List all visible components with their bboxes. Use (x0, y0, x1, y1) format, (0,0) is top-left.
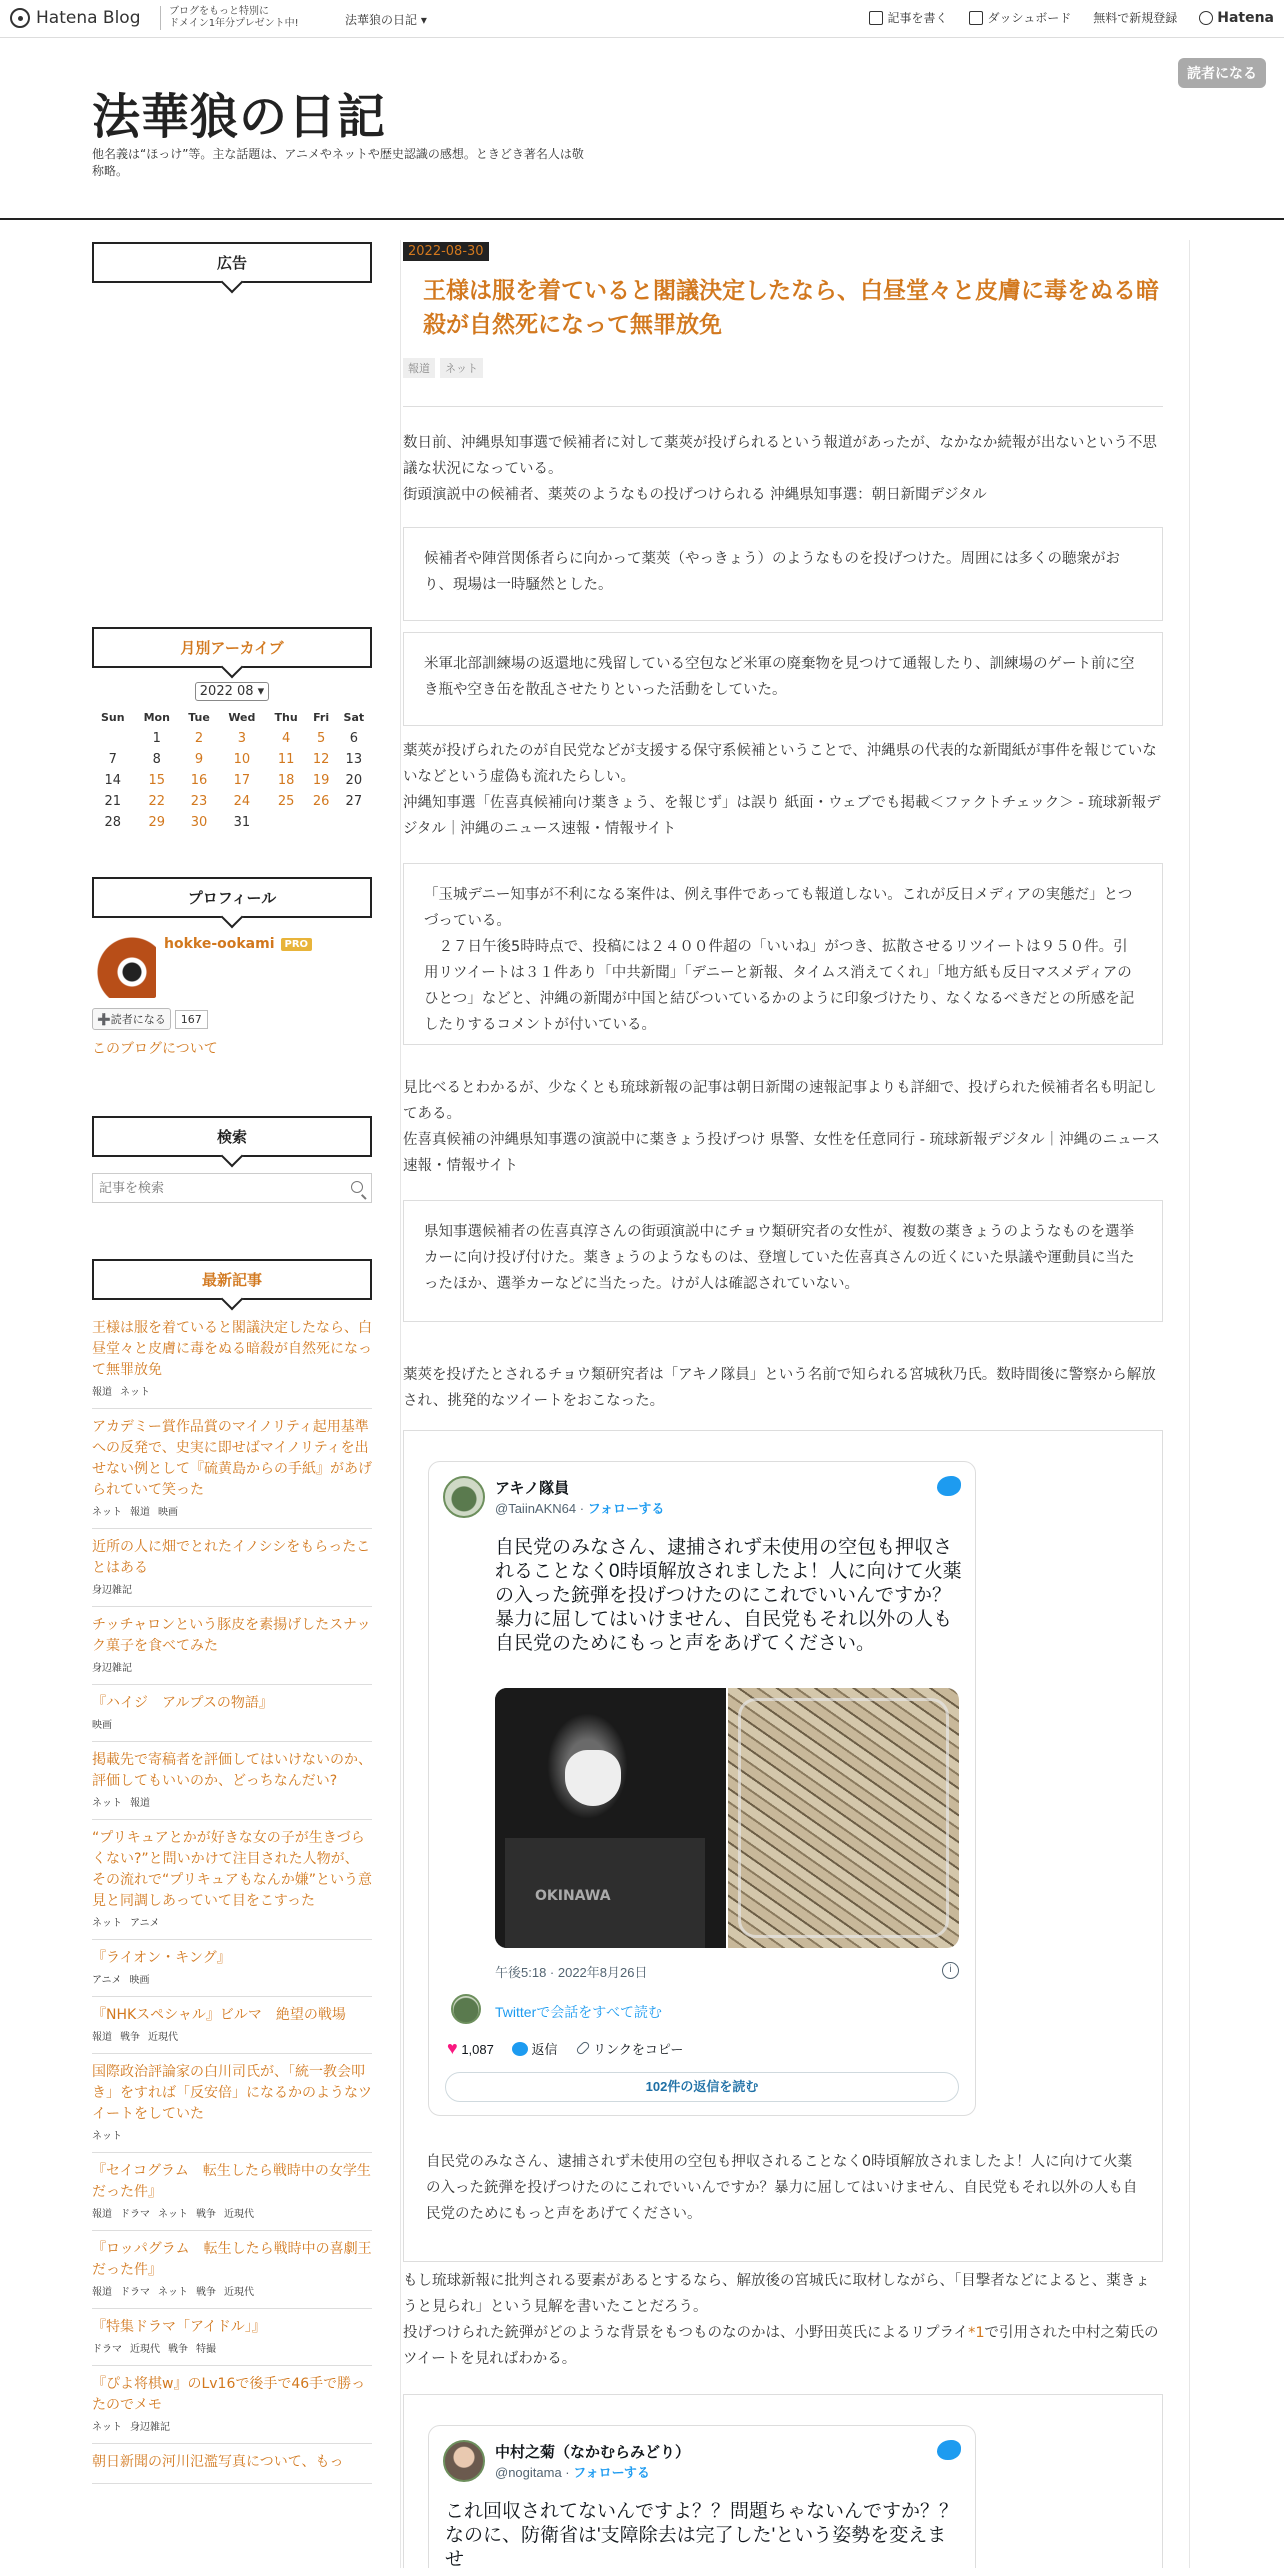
category-tag[interactable]: 報道 (92, 2209, 112, 2220)
recent-entry-categories (92, 2283, 372, 2298)
category-tag[interactable]: 報道 (92, 2287, 112, 2298)
recent-entry-categories (92, 1971, 372, 1986)
archive-calendar (92, 707, 372, 833)
calendar-weekday: Fri (313, 711, 330, 724)
tweet-avatar[interactable] (443, 2440, 485, 2482)
recent-entry-title[interactable]: 『ライオン・キング』 (92, 1950, 231, 1966)
paragraph: 薬莢を投げたとされるチョウ類研究者は「アキノ隊員」という名前で知られる宮城秋乃氏。数時間後に警察から解放され、挑発的なツイートをおこなった。 (403, 1367, 1156, 1409)
recent-entry (92, 2444, 372, 2484)
calendar-day: 8 (152, 752, 161, 767)
calendar-day: 20 (345, 773, 363, 788)
blog-menu[interactable]: 法華狼の日記 ▾ (345, 13, 427, 27)
recent-entry-categories (92, 2205, 372, 2220)
search-module-title: 検索 (92, 1116, 372, 1157)
recent-entry-title[interactable]: アカデミー賞作品賞のマイノリティ起用基準への反発で、史実に即せばマイノリティを出せない例として『硫黄島からの手紙』があげられていて笑った (92, 1419, 372, 1498)
calendar-day: 28 (104, 815, 122, 830)
calendar-day: 31 (233, 815, 251, 830)
search-icon[interactable] (351, 1181, 363, 1193)
recent-entry-title[interactable]: 『セイコグラム 転生したら戦時中の女学生だった件』 (92, 2163, 371, 2200)
dashboard-icon (969, 11, 983, 25)
calendar-day[interactable]: 23 (190, 794, 208, 809)
recent-entry (92, 2153, 372, 2231)
category-tag[interactable]: ネット (92, 1798, 122, 1809)
category-tag[interactable]: ドラマ (92, 2344, 122, 2355)
calendar-day[interactable]: 24 (233, 794, 251, 809)
category-tag[interactable]: 近現代 (224, 2287, 254, 2298)
calendar-weekday: Tue (188, 711, 210, 724)
twitter-bird-icon[interactable] (937, 2440, 961, 2460)
pencil-icon (869, 11, 883, 25)
category-tag[interactable]: 戦争 (196, 2287, 216, 2298)
reply-button[interactable]: 返信 (512, 2039, 558, 2058)
hatena-menu[interactable]: Hatena (1199, 10, 1274, 26)
reply-icon (512, 2042, 528, 2056)
category-tag[interactable]: アニメ (130, 1918, 160, 1929)
category-tag[interactable]: 映画 (158, 1507, 178, 1518)
article-link[interactable]: 佐喜真候補の沖縄県知事選の演説中に薬きょう投げつけ 県警、女性を任意同行 - 琉球新報デジタル｜沖縄のニュース速報・情報サイト (403, 1132, 1160, 1174)
category-tag[interactable]: 戦争 (168, 2344, 188, 2355)
tweet-caption: 自民党のみなさん、逮捕されず未使用の空包も押収されることなく0時頃解放されましたよ！人に向けて火薬の入った銃弾を投げつけたのにこれでいいんですか？暴力に屈してはいけません、自民党もそれ以外の人も自民党のためにもっと声をあげてください。 (426, 2154, 1138, 2222)
category-tag[interactable]: ドラマ (120, 2287, 150, 2298)
recent-entry (92, 2231, 372, 2309)
category-tag[interactable]: 報道 (92, 2032, 112, 2043)
copy-link-button[interactable]: リンクをコピー (576, 2039, 684, 2058)
ad-module-title: 広告 (92, 242, 372, 283)
blockquote: 米軍北部訓練場の返還地に残留している空包など米軍の廃棄物を見つけて通報したり、訓練場のゲート前に空き瓶や空き缶を散乱させたりといった活動をしていた。 (403, 632, 1163, 726)
category-tag[interactable]: ネット (92, 2422, 122, 2433)
calendar-weekday: Thu (274, 711, 298, 724)
recent-entry-categories (92, 1383, 372, 1398)
category-tag[interactable]: ドラマ (120, 2209, 150, 2220)
calendar-day[interactable]: 22 (148, 794, 166, 809)
heart-icon: ♥ (447, 2038, 458, 2058)
tweet-card[interactable] (428, 1461, 976, 2116)
recent-entry-categories (92, 1794, 372, 1809)
hatena-blog-logo[interactable]: Hatena Blog (10, 8, 141, 28)
tweet-text: これ回収されてないんですよ？？問題ちゃないんですか？？なのに、防衛省は'支障除去は完了した'という姿勢を変えませ (445, 2501, 959, 2568)
follow-button[interactable]: フォローする (573, 2465, 650, 2480)
subscriber-count[interactable]: 167 (175, 1010, 208, 1029)
embedded-tweet-block (403, 2394, 1163, 2568)
article-link[interactable]: 沖縄知事選「佐喜真候補向け薬きょう、を報じず」は誤り 紙面・ウェブでも掲載＜ファクトチェック＞ - 琉球新報デジタル｜沖縄のニュース速報・情報サイト (403, 795, 1161, 837)
title-divider (403, 406, 1163, 407)
calendar-day[interactable]: 18 (277, 773, 295, 788)
calendar-day: 13 (345, 752, 363, 767)
blockquote: 候補者や陣営関係者らに向かって薬莢（やっきょう）のようなものを投げつけた。周囲には多くの聴衆がおり、現場は一時騒然とした。 (403, 527, 1163, 621)
like-button[interactable]: ♥ 1,087 (447, 2038, 494, 2058)
recent-entry-title[interactable]: “プリキュアとかが好きな女の子が生きづらくない?”と問いかけて注目された人物が、その流れで“プリキュアもなんか嫌”という意見と同調しあっていて目をこすった (92, 1830, 372, 1909)
category-tag[interactable]: 映画 (129, 1975, 150, 1986)
paragraph: 投げつけられた銃弾がどのような背景をもつものなのかは、小野田英氏によるリプライ*1で引用された中村之菊氏のツイートを見ればわかる。 (403, 2325, 1159, 2367)
category-tag[interactable]: 戦争 (120, 2032, 140, 2043)
about-blog-link[interactable]: このブログについて (92, 1041, 218, 1057)
recent-entry-categories (92, 1503, 372, 1518)
recent-entry-categories (92, 1659, 372, 1674)
tweet-text: 自民党のみなさん、逮捕されず未使用の空包も押収されることなく0時頃解放されましたよ！人に向けて火薬の入った銃弾を投げつけたのにこれでいいんですか？暴力に屈してはいけません、自民党もそれ以外の人も自民党のためにもっと声をあげてください。 (495, 1537, 962, 1654)
calendar-weekday: Sat (343, 711, 365, 724)
calendar-weekday: Mon (143, 711, 170, 724)
recent-entry (92, 2366, 372, 2444)
recent-entry (92, 1997, 372, 2054)
recent-entry-title[interactable]: 国際政治評論家の白川司氏が、「統一教会叩き」をすれば「反安倍」になるかのようなツイートをしていた (92, 2064, 372, 2122)
calendar-day (266, 812, 307, 833)
category-tag[interactable]: 映画 (92, 1720, 112, 1731)
write-entry-link[interactable]: 記事を書く (869, 9, 947, 26)
info-icon[interactable]: i (942, 1962, 959, 1979)
hatena-logo-icon (10, 8, 30, 28)
blog-title[interactable]: 法華狼の日記 (92, 89, 387, 145)
calendar-day (307, 812, 336, 833)
profile-module-title: プロフィール (92, 877, 372, 918)
paragraph: 薬莢が投げられたのが自民党などが支援する保守系候補ということで、沖縄県の代表的な新聞紙が事件を報じていないなどという虚偽も流れたらしい。 (403, 743, 1157, 785)
global-header (0, 0, 1284, 38)
tweet-card[interactable] (428, 2425, 976, 2568)
search-box (92, 1173, 372, 1203)
blog-description: 他名義は“ほっけ”等。主な話題は、アニメやネットや歴史認識の感想。ときどき著名人は敬称略。 (92, 147, 584, 178)
calendar-day[interactable]: 2 (194, 731, 204, 746)
recent-entry-categories (92, 1914, 372, 1929)
twitter-bird-icon[interactable] (937, 1476, 961, 1496)
tweet-author-name[interactable]: アキノ隊員 (495, 1480, 570, 1497)
domain-promo[interactable]: ブログをもっと特別に ドメイン1年分プレゼント中! (160, 6, 299, 30)
tweet-timestamp[interactable]: 午後5:18 · 2022年8月26日 (495, 1965, 648, 1980)
recent-entry (92, 1820, 372, 1940)
recent-entry-title[interactable]: 『特集ドラマ「アイドル」』 (92, 2319, 266, 2335)
calendar-day (92, 728, 134, 749)
category-tag[interactable]: ネット (158, 2209, 188, 2220)
dashboard-link[interactable]: ダッシュボード (969, 9, 1071, 26)
category-tag[interactable]: 戦争 (196, 2209, 216, 2220)
tweet-avatar[interactable] (443, 1476, 485, 1518)
calendar-day[interactable]: 19 (312, 773, 330, 788)
tweet-handle: @TaiinAKN64 · (495, 1501, 588, 1516)
recent-entry (92, 1742, 372, 1820)
calendar-day[interactable]: 10 (233, 752, 251, 767)
tweet-handle: @nogitama · (495, 2465, 574, 2480)
calendar-day: 6 (349, 731, 358, 746)
tweet-author-name[interactable]: 中村之菊（なかむらみどり） (495, 2444, 691, 2461)
recent-entry-categories (92, 2028, 372, 2043)
recent-entry-title[interactable]: 『ロッパグラム 転生したら戦時中の喜劇王だった件』 (92, 2241, 372, 2278)
recent-entry-title[interactable]: 王様は服を着ていると閣議決定したなら、白昼堂々と皮膚に毒をぬる暗殺が自然死になって無罪放免 (92, 1320, 372, 1378)
recent-entry (92, 2054, 372, 2153)
sidebar (92, 242, 372, 2484)
recent-entry (92, 1529, 372, 1607)
follow-button[interactable]: フォローする (587, 1501, 665, 1516)
footnote-link[interactable]: *1 (968, 2325, 985, 2341)
category-tag[interactable]: 近現代 (224, 2209, 254, 2220)
category-tag[interactable]: 報道 (92, 1387, 112, 1398)
calendar-day[interactable]: 29 (148, 815, 166, 830)
blog-header (0, 38, 1284, 220)
calendar-day[interactable]: 30 (190, 815, 208, 830)
paragraph: 数日前、沖縄県知事選で候補者に対して薬莢が投げられるという報道があったが、なかなか続報が出ないという不思議な状況になっている。 (403, 435, 1157, 477)
profile-name[interactable]: hokke-ookami (164, 936, 275, 952)
recent-entry-title[interactable]: 近所の人に畑でとれたイノシシをもらったことはある (92, 1539, 371, 1576)
archive-month-select[interactable]: 2022 08 ▾ (195, 682, 269, 701)
category-tag[interactable]: 身辺雑記 (92, 1585, 132, 1596)
paragraph: もし琉球新報に批判される要素があるとするなら、解放後の宮城氏に取材しながら、「目撃者などによると、薬きょうと見られ」という見解を書いたことだろう。 (403, 2273, 1150, 2315)
category-tag[interactable]: 報道 (403, 358, 435, 378)
recent-module-title[interactable]: 最新記事 (92, 1259, 372, 1300)
calendar-day[interactable]: 11 (277, 752, 295, 767)
category-tag[interactable]: ネット (120, 1387, 150, 1398)
calendar-day: 14 (104, 773, 122, 788)
tweet-photo-person[interactable]: OKINAWA (495, 1688, 726, 1948)
read-replies-button[interactable]: 102件の返信を読む (445, 2072, 959, 2102)
recent-entry-categories (92, 1716, 372, 1731)
entry-title[interactable]: 王様は服を着ていると閣議決定したなら、白昼堂々と皮膚に毒をぬる暗殺が自然死になって無罪放免 (423, 278, 1159, 338)
category-tag[interactable]: ネット (92, 1918, 122, 1929)
main-article (400, 240, 1190, 2568)
category-tag[interactable]: 近現代 (130, 2344, 160, 2355)
category-tag[interactable]: 近現代 (148, 2032, 178, 2043)
calendar-day[interactable]: 16 (190, 773, 208, 788)
profile-subscribe-button[interactable]: ➕読者になる (92, 1008, 171, 1030)
recent-entry-categories (92, 2418, 372, 2433)
small-avatar (451, 1994, 481, 2024)
recent-entry (92, 1685, 372, 1742)
calendar-day: 27 (345, 794, 363, 809)
paragraph: 見比べるとわかるが、少なくとも琉球新報の記事は朝日新聞の速報記事よりも詳細で、投げられた候補者名も明記してある。 (403, 1080, 1157, 1122)
calendar-day[interactable]: 3 (237, 731, 246, 746)
calendar-day: 1 (152, 731, 161, 746)
archive-module-title[interactable]: 月別アーカイブ (92, 627, 372, 668)
pro-badge: PRO (281, 938, 313, 951)
calendar-day[interactable]: 25 (277, 794, 295, 809)
link-icon (575, 2040, 591, 2056)
category-tag[interactable]: ネット (440, 358, 483, 378)
recent-entry-title[interactable]: 『NHKスペシャル』ビルマ 絶望の戦場 (92, 2007, 346, 2023)
category-tag[interactable]: アニメ (92, 1975, 122, 1986)
embedded-tweet-block (403, 1430, 1163, 2262)
read-conversation-link[interactable]: Twitterで会話をすべて読む (495, 2004, 662, 2020)
category-tag[interactable]: 報道 (130, 1507, 150, 1518)
calendar-day (336, 812, 372, 833)
calendar-day: 21 (104, 794, 122, 809)
category-tag[interactable]: 身辺雑記 (92, 1663, 132, 1674)
calendar-day[interactable]: 9 (194, 752, 204, 767)
calendar-day[interactable]: 17 (233, 773, 251, 788)
recent-entry-categories (92, 1581, 372, 1596)
recent-entry-title[interactable]: 『ハイジ アルプスの物語』 (92, 1695, 273, 1711)
blockquote: 県知事選候補者の佐喜真淳さんの街頭演説中にチョウ類研究者の女性が、複数の薬きょうのようなものを選挙カーに向け投げ付けた。薬きょうのようなものは、登壇していた佐喜真さんの近くにいた県議や運動員に当たったほか、選挙カーなどに当たった。けが人は確認されていない。 (403, 1200, 1163, 1322)
recent-entry-title[interactable]: チッチャロンという豚皮を素揚げしたスナック菓子を食べてみた (92, 1617, 371, 1654)
calendar-weekday: Sun (100, 711, 125, 724)
calendar-weekday: Wed (228, 711, 256, 724)
blockquote: 「玉城デニー知事が不利になる案件は、例え事件であっても報道しない。これが反日メディアの実態だ」とつづっている。 ２７日午後5時時点で、投稿には２４００件超の「いいね」がつき、拡散させるリツイートは９５０件。引用リツイートは３１件あり「中共新聞」「デニーと新報、タイムス消えてくれ」「地方紙も反日マスメディアのひとつ」などと、沖縄の新聞が中国と結びついているかのように印象づけたり、なくなるべきだとの所感を記したりするコメントが付いている。 (403, 863, 1163, 1045)
recent-entry-title[interactable]: 掲載先で寄稿者を評価してはいけないのか、評価してもいいのか、どっちなんだい? (92, 1752, 372, 1789)
category-tag[interactable]: ネット (158, 2287, 188, 2298)
calendar-day[interactable]: 4 (281, 731, 291, 746)
tweet-photo-shells[interactable] (728, 1688, 959, 1948)
recent-entry (92, 1409, 372, 1529)
article-link[interactable]: 街頭演説中の候補者、薬莢のようなもの投げつけられる 沖縄県知事選：朝日新聞デジタル (403, 487, 987, 503)
subscribe-button[interactable]: 読者になる (1178, 58, 1266, 88)
category-tag[interactable]: 報道 (130, 1798, 150, 1809)
recent-entry-categories (92, 2127, 372, 2142)
recent-entry (92, 1318, 372, 1409)
recent-entry-title[interactable]: 『ぴよ将棋w』のLv16で後手で46手で勝ったのでメモ (92, 2376, 366, 2413)
recent-entry-title[interactable]: 朝日新聞の河川氾濫写真について、もっ (92, 2454, 344, 2470)
category-tag[interactable]: 身辺雑記 (130, 2422, 170, 2433)
recent-entry-categories (92, 2340, 372, 2355)
recent-entry (92, 1607, 372, 1685)
hatena-icon (1199, 11, 1213, 25)
category-tag[interactable]: 特撮 (196, 2344, 216, 2355)
category-tag[interactable]: ネット (92, 2131, 122, 2142)
avatar[interactable] (92, 934, 156, 998)
entry-date[interactable]: 2022-08-30 (403, 242, 489, 261)
calendar-day[interactable]: 12 (312, 752, 330, 767)
calendar-day[interactable]: 15 (148, 773, 166, 788)
recent-entry (92, 1940, 372, 1997)
tweet-photos[interactable] (495, 1688, 959, 1948)
recent-entries (92, 1318, 372, 2484)
signup-link[interactable]: 無料で新規登録 (1093, 11, 1178, 25)
calendar-day[interactable]: 5 (316, 731, 326, 746)
search-input[interactable] (93, 1174, 333, 1202)
calendar-day: 7 (108, 752, 117, 767)
category-tag[interactable]: ネット (92, 1507, 122, 1518)
recent-entry (92, 2309, 372, 2366)
calendar-day[interactable]: 26 (312, 794, 330, 809)
